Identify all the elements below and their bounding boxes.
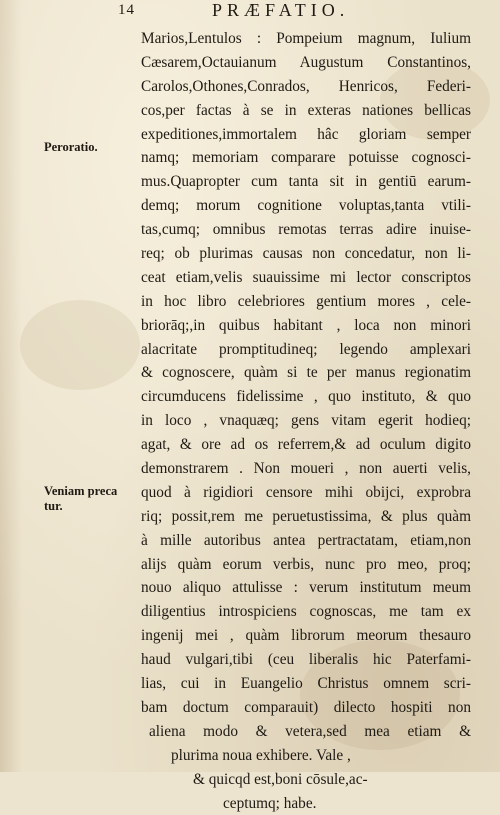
text-line: req; ob plurimas causas non concedatur, non li-: [141, 242, 471, 266]
text-line: ceptumq; habe.: [141, 792, 471, 815]
text-line: namq; memoriam comparare potuisse cognosci-: [141, 146, 471, 170]
text-line: nouo aliquo attulisse : verum institutum meum: [141, 576, 471, 600]
text-line: aliena modo & vetera,sed mea etiam &: [141, 720, 471, 744]
body-text: [141, 27, 471, 815]
text-line: riq; possit,rem me peruetustissima, & plus quàm: [141, 505, 471, 529]
paper-stain: [20, 300, 140, 390]
text-line: alacritate promptitudineq; legendo amplexari: [141, 338, 471, 362]
text-line: & cognoscere, quàm si te per manus regionatim: [141, 361, 471, 385]
text-line: diligentius introspiciens cognoscas, me tam ex: [141, 600, 471, 624]
margin-note-veniam: Veniam preca tur.: [44, 484, 136, 514]
text-line: alijs quàm eorum verbis, nunc pro meo, proq;: [141, 553, 471, 577]
text-line: & quicqd est,boni cōsule,ac-: [141, 768, 471, 792]
text-line: à mille autoribus antea pertractatam, etiam,non: [141, 529, 471, 553]
text-line: demq; morum cognitione voluptas,tanta vtili-: [141, 194, 471, 218]
text-line: ingenij mei , quàm librorum meorum thesauro: [141, 624, 471, 648]
text-line: demonstrarem . Non moueri , non auerti velis,: [141, 457, 471, 481]
page-number: 14: [118, 2, 135, 19]
text-line: agat, & ore ad os referrem,& ad oculum digito: [141, 433, 471, 457]
text-line: circumducens fidelissime , quo instituto, & quo: [141, 385, 471, 409]
text-line: tas,cumq; omnibus remotas terras adire inuise-: [141, 218, 471, 242]
text-line: cos,per factas à se in exteras nationes bellicas: [141, 99, 471, 123]
text-line: in hoc libro celebriores gentium mores , cele-: [141, 290, 471, 314]
text-line: plurima noua exhibere. Vale ,: [141, 744, 471, 768]
text-line: bam doctum comparauit) dilecto hospiti non: [141, 696, 471, 720]
text-line: lias, cui in Euangelio Christus omnem scri-: [141, 672, 471, 696]
text-line: Cæsarem,Octauianum Augustum Constantinos,: [141, 51, 471, 75]
text-line: Carolos,Othones,Conrados, Henricos, Federi-: [141, 75, 471, 99]
text-line: quod à rigidiori censore mihi obijci, exprobra: [141, 481, 471, 505]
text-line: haud vulgari,tibi (ceu liberalis hic Paterfami-: [141, 648, 471, 672]
text-line: mus.Quapropter cum tanta sit in gentiū earum-: [141, 170, 471, 194]
running-title: PRÆFATIO.: [212, 0, 349, 21]
text-line: briorāq;,in quibus habitant , loca non minori: [141, 314, 471, 338]
text-line: ceat etiam,velis suauissime mi lector conscriptos: [141, 266, 471, 290]
text-line: expeditiones,immortalem hâc gloriam semper: [141, 123, 471, 147]
text-line: Marios,Lentulos : Pompeium magnum, Iulium: [141, 27, 471, 51]
text-line: in loco , vnaquæq; gens vitam egerit hodieq;: [141, 409, 471, 433]
margin-note-peroratio: Peroratio.: [44, 140, 98, 155]
